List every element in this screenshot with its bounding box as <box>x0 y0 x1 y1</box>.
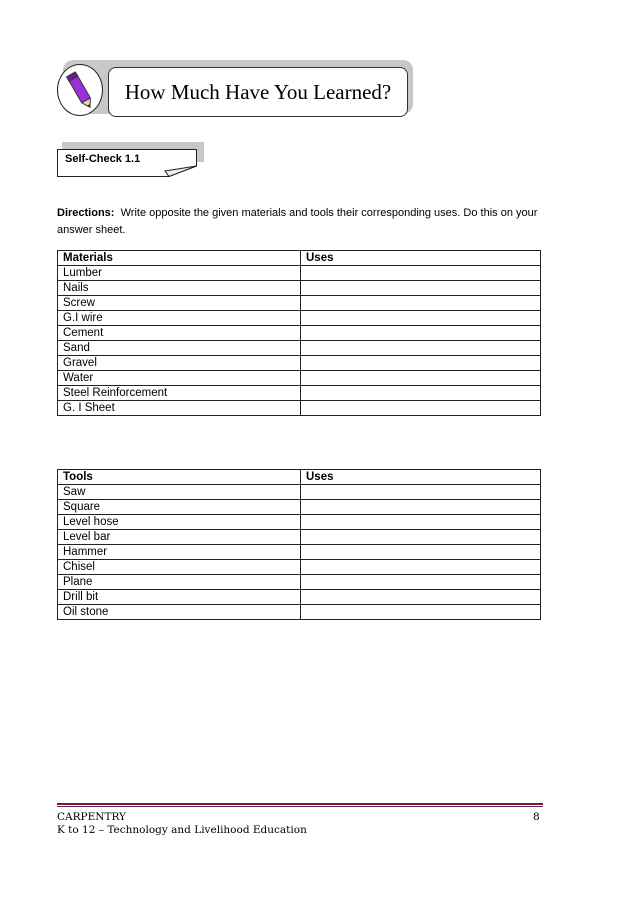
table-row <box>58 356 541 371</box>
table-row <box>58 371 541 386</box>
table-row <box>58 281 541 296</box>
uses-cell <box>301 560 541 575</box>
material-cell: Sand <box>58 341 301 356</box>
tool-cell: Hammer <box>58 545 301 560</box>
table-row <box>58 266 541 281</box>
material-cell: Nails <box>58 281 301 296</box>
table-header-row <box>58 470 541 485</box>
directions-text: Write opposite the given materials and tools their corresponding uses. Do this on your answer sheet. <box>57 207 538 236</box>
table-row <box>58 341 541 356</box>
materials-table <box>57 250 541 416</box>
footer-subject: CARPENTRY <box>57 811 126 823</box>
uses-cell <box>301 605 541 620</box>
table-row <box>58 515 541 530</box>
uses-cell <box>301 515 541 530</box>
uses-cell <box>301 485 541 500</box>
footer-divider-thin <box>57 806 543 807</box>
tool-cell: Oil stone <box>58 605 301 620</box>
table-row <box>58 485 541 500</box>
uses-cell <box>301 311 541 326</box>
table-row <box>58 545 541 560</box>
uses-header: Uses <box>301 470 541 485</box>
material-cell: G.I wire <box>58 311 301 326</box>
uses-cell <box>301 266 541 281</box>
self-check-tab <box>57 149 197 177</box>
table-row <box>58 500 541 515</box>
tool-cell: Drill bit <box>58 590 301 605</box>
table-row <box>58 326 541 341</box>
uses-cell <box>301 401 541 416</box>
tool-cell: Plane <box>58 575 301 590</box>
tool-cell: Chisel <box>58 560 301 575</box>
pencil-badge <box>57 64 103 116</box>
page-number: 8 <box>533 811 540 823</box>
material-cell: Steel Reinforcement <box>58 386 301 401</box>
page-title: How Much Have You Learned? <box>124 79 392 104</box>
tool-cell: Level hose <box>58 515 301 530</box>
uses-cell <box>301 356 541 371</box>
materials-header: Materials <box>58 251 301 266</box>
table-row <box>58 605 541 620</box>
tool-cell: Level bar <box>58 530 301 545</box>
uses-cell <box>301 545 541 560</box>
uses-header: Uses <box>301 251 541 266</box>
uses-cell <box>301 281 541 296</box>
footer-divider <box>57 803 543 805</box>
uses-cell <box>301 341 541 356</box>
material-cell: G. I Sheet <box>58 401 301 416</box>
table-row <box>58 575 541 590</box>
material-cell: Water <box>58 371 301 386</box>
table-row <box>58 560 541 575</box>
directions-lead: Directions: <box>57 207 115 219</box>
uses-cell <box>301 326 541 341</box>
footer-course: K to 12 – Technology and Livelihood Education <box>57 824 307 836</box>
pencil-icon <box>58 65 102 115</box>
material-cell: Cement <box>58 326 301 341</box>
tools-header: Tools <box>58 470 301 485</box>
uses-cell <box>301 590 541 605</box>
uses-cell <box>301 530 541 545</box>
uses-cell <box>301 371 541 386</box>
table-row <box>58 590 541 605</box>
table-row <box>58 311 541 326</box>
material-cell: Screw <box>58 296 301 311</box>
directions <box>57 205 547 239</box>
table-header-row <box>58 251 541 266</box>
tool-cell: Square <box>58 500 301 515</box>
uses-cell <box>301 500 541 515</box>
tool-cell: Saw <box>58 485 301 500</box>
tools-table <box>57 469 541 620</box>
uses-cell <box>301 296 541 311</box>
uses-cell <box>301 386 541 401</box>
table-row <box>58 401 541 416</box>
uses-cell <box>301 575 541 590</box>
material-cell: Lumber <box>58 266 301 281</box>
table-row <box>58 530 541 545</box>
table-row <box>58 386 541 401</box>
title-banner <box>108 67 408 117</box>
self-check-label: Self-Check 1.1 <box>65 153 141 165</box>
material-cell: Gravel <box>58 356 301 371</box>
table-row <box>58 296 541 311</box>
